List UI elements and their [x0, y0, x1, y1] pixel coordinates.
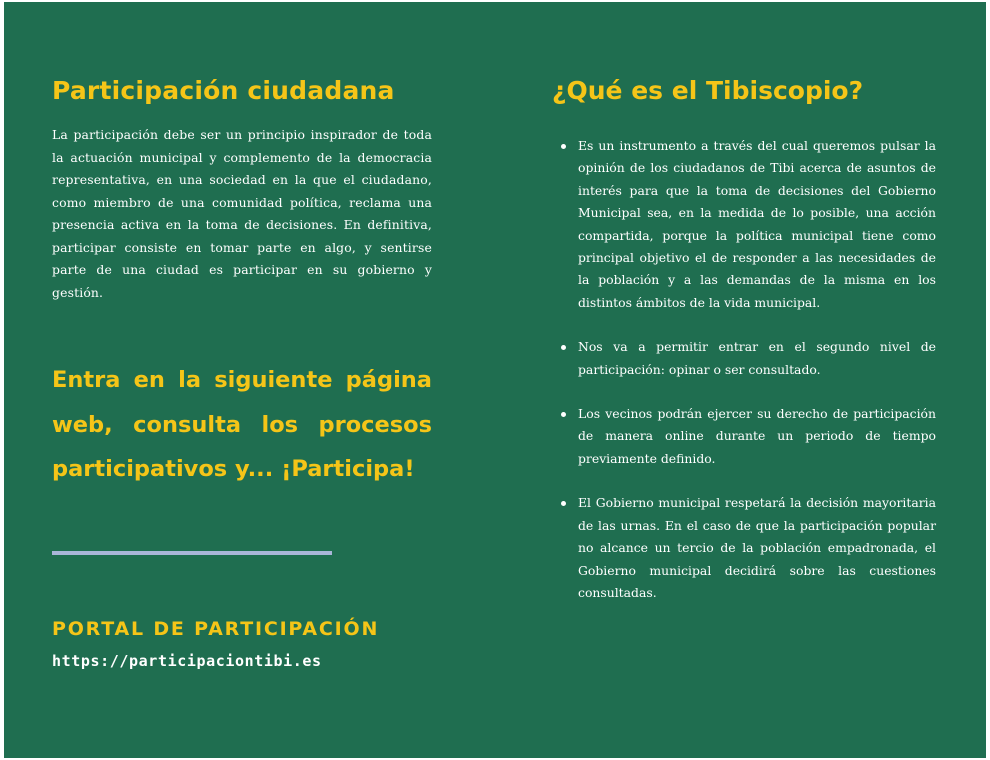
brochure-page	[4, 2, 986, 758]
call-to-action: Entra en la siguiente página web, consulta los procesos participativos y... ¡Participa!	[52, 367, 432, 482]
list-item	[552, 403, 936, 470]
bullet-icon	[561, 144, 566, 149]
list-item	[552, 336, 936, 381]
bullet-icon	[561, 412, 566, 417]
bullet-text: Nos va a permitir entrar en el segundo nivel de participación: opinar o ser consultado.	[578, 339, 936, 377]
tibiscopio-bullet-list	[552, 135, 936, 626]
list-item	[552, 492, 936, 604]
intro-paragraph: La participación debe ser un principio inspirador de toda la actuación municipal y complemento de la democracia representativa, en una sociedad en la que el ciudadano, como miembro de una comunidad política, reclama una presencia activa en la toma de decisiones. En definitiva, participar consiste en tomar parte en algo, y sentirse parte de una ciudad es participar en su gobierno y gestión.	[52, 127, 432, 300]
participation-heading: Participación ciudadana	[52, 76, 395, 105]
tibiscopio-heading: ¿Qué es el Tibiscopio?	[552, 76, 864, 105]
portal-title: PORTAL DE PARTICIPACIÓN	[52, 618, 380, 640]
bullet-text: Los vecinos podrán ejercer su derecho de participación de manera online durante un periodo de tiempo previamente definido.	[578, 406, 936, 466]
list-item	[552, 135, 936, 314]
portal-url-link[interactable]: https://participaciontibi.es	[52, 652, 322, 670]
bullet-icon	[561, 345, 566, 350]
bullet-text: Es un instrumento a través del cual queremos pulsar la opinión de los ciudadanos de Tibi acerca de asuntos de interés para que la toma de decisiones del Gobierno Municipal sea, en la medida de lo posible, una acción compartida, porque la política municipal tiene como principal objetivo el de responder a las necesidades de la población y a las demandas de la misma en los distintos ámbitos de la vida municipal.	[578, 138, 936, 310]
bullet-icon	[561, 501, 566, 506]
divider-line	[52, 551, 332, 555]
bullet-text: El Gobierno municipal respetará la decisión mayoritaria de las urnas. En el caso de que la participación popular no alcance un tercio de la población empadronada, el Gobierno municipal decidirá sobre las cuestiones consultadas.	[578, 495, 936, 600]
